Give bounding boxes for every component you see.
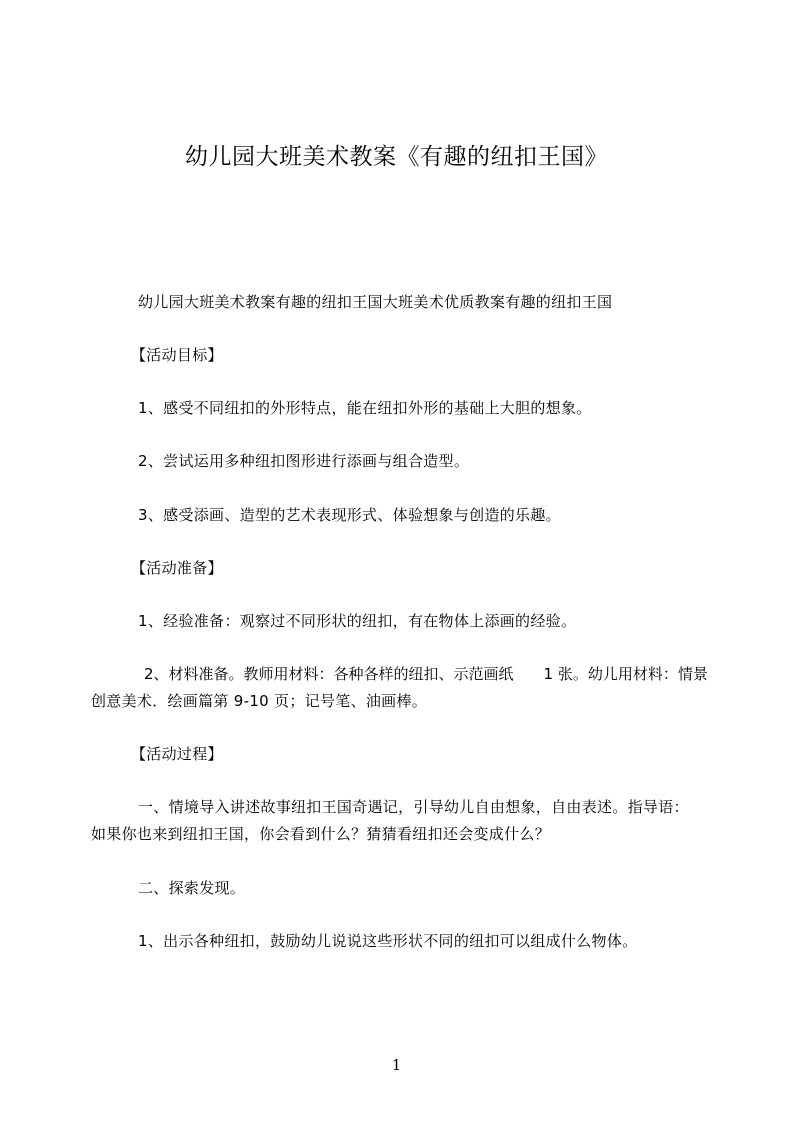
document-title: 幼儿园大班美术教案《有趣的纽扣王国》 — [185, 144, 608, 170]
process-2-1: 1、出示各种纽扣，鼓励幼儿说说这些形状不同的纽扣可以组成什么物体。 — [138, 932, 638, 950]
process-1-line-1: 一、情境导入讲述故事纽扣王国奇遇记，引导幼儿自由想象，自由表述。指导语： — [138, 798, 689, 816]
prep-2-line-1: 2、材料准备。教师用材料：各种各样的纽扣、示范画纸 1 张。幼儿用材料：情景 — [144, 665, 708, 683]
heading-process: 【活动过程】 — [131, 745, 223, 763]
page-number: 1 — [391, 1056, 402, 1074]
heading-prep: 【活动准备】 — [131, 559, 223, 577]
goal-2: 2、尝试运用多种纽扣图形进行添画与组合造型。 — [138, 452, 470, 470]
prep-1: 1、经验准备：观察过不同形状的纽扣，有在物体上添画的经验。 — [138, 612, 577, 630]
process-1-line-2: 如果你也来到纽扣王国，你会看到什么？猜猜看纽扣还会变成什么？ — [91, 825, 551, 843]
intro-paragraph: 幼儿园大班美术教案有趣的纽扣王国大班美术优质教案有趣的纽扣王国 — [138, 293, 613, 311]
goal-1: 1、感受不同纽扣的外形特点，能在纽扣外形的基础上大胆的想象。 — [138, 399, 592, 417]
goal-3: 3、感受添画、造型的艺术表现形式、体验想象与创造的乐趣。 — [138, 506, 561, 524]
heading-goals: 【活动目标】 — [131, 346, 223, 364]
prep-2-line-2: 创意美术．绘画篇第 9-10 页；记号笔、油画棒。 — [91, 692, 428, 710]
process-2: 二、探索发现。 — [138, 879, 246, 897]
